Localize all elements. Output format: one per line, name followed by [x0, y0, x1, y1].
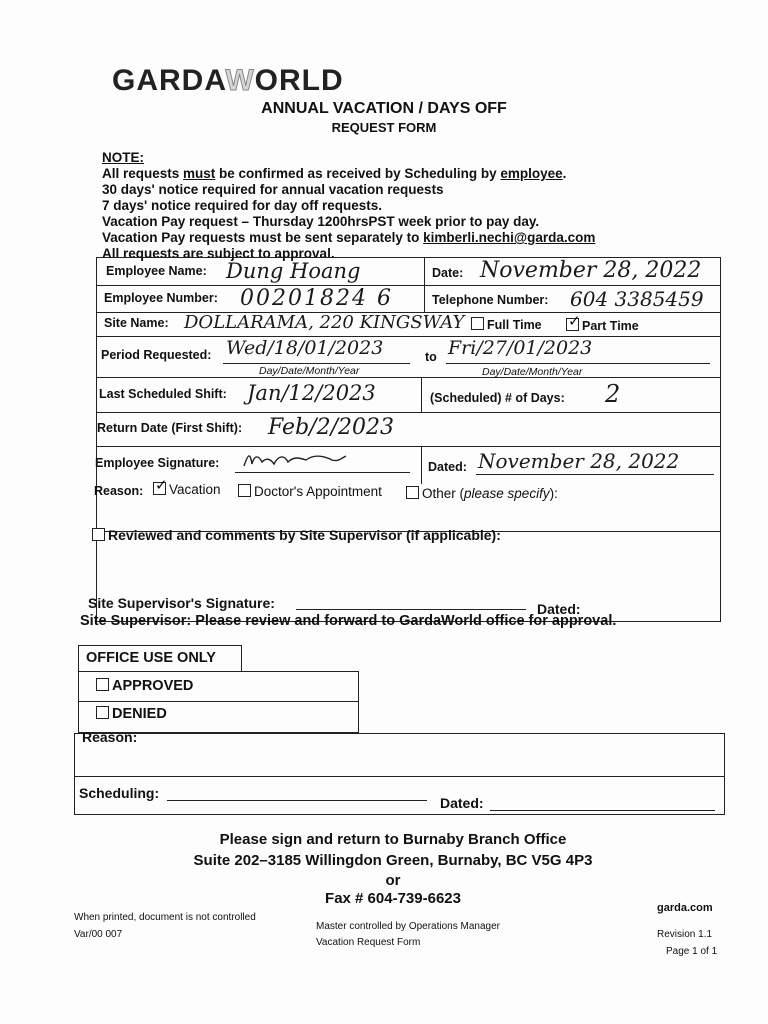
- office-use-heading: OFFICE USE ONLY: [86, 650, 216, 666]
- period-from-caption: Day/Date/Month/Year: [259, 365, 360, 377]
- num-days-value[interactable]: 2: [605, 380, 621, 408]
- form-subtitle: REQUEST FORM: [331, 120, 437, 135]
- footer-revision: Revision 1.1: [657, 929, 713, 940]
- reason-vacation-option[interactable]: ✓ Vacation: [153, 482, 221, 497]
- employee-signature[interactable]: [240, 448, 350, 472]
- footer-control-note: When printed, document is not controlled: [74, 912, 256, 923]
- footer-address: Suite 202–3185 Willingdon Green, Burnaby, BC V5G 4P3: [193, 852, 593, 869]
- garda-website[interactable]: garda.com: [657, 902, 713, 914]
- telephone-value[interactable]: 604 3385459: [570, 287, 704, 311]
- full-time-checkbox[interactable]: [471, 317, 484, 330]
- doctor-checkbox[interactable]: [238, 484, 251, 497]
- telephone-label: Telephone Number:: [432, 293, 549, 307]
- notes-heading: NOTE:: [102, 150, 144, 165]
- footer-master-controlled: Master controlled by Operations Manager: [316, 921, 500, 932]
- note-line-4: Vacation Pay request – Thursday 1200hrsPST week prior to pay day.: [102, 214, 540, 229]
- footer-fax: Fax # 604-739-6623: [325, 890, 461, 907]
- office-reason-label: Reason:: [82, 729, 138, 745]
- supervisor-signature-line[interactable]: [296, 609, 526, 610]
- note-line-3: 7 days' notice required for day off requests.: [102, 198, 383, 213]
- email-link[interactable]: kimberli.nechi@garda.com: [423, 230, 596, 245]
- note-line-1: All requests must be confirmed as received by Scheduling by employee.: [102, 166, 567, 181]
- reason-doctor-option[interactable]: Doctor's Appointment: [238, 484, 382, 499]
- employee-number-label: Employee Number:: [104, 291, 218, 305]
- return-date-label: Return Date (First Shift):: [97, 421, 243, 435]
- num-days-label: (Scheduled) # of Days:: [430, 391, 565, 405]
- employee-number-value[interactable]: 00201824 6: [240, 286, 393, 311]
- scheduling-label: Scheduling:: [79, 785, 160, 801]
- supervisor-dated-label: Dated:: [537, 601, 581, 617]
- vacation-checkbox[interactable]: [153, 482, 166, 495]
- office-reason-box: [74, 733, 725, 815]
- part-time-option[interactable]: ✓ Part Time: [566, 318, 639, 333]
- approved-checkbox[interactable]: [96, 678, 109, 691]
- footer-page: Page 1 of 1: [666, 946, 718, 957]
- employee-name-label: Employee Name:: [106, 264, 207, 278]
- period-to-value[interactable]: Fri/27/01/2023: [448, 337, 593, 359]
- approved-option[interactable]: APPROVED: [96, 678, 193, 694]
- date-value[interactable]: November 28, 2022: [480, 258, 702, 283]
- last-shift-value[interactable]: Jan/12/2023: [247, 381, 376, 405]
- gardaworld-logo: GARDAWORLD: [112, 64, 344, 97]
- notes-block: [102, 150, 595, 262]
- reason-label: Reason:: [94, 484, 144, 498]
- reviewed-option[interactable]: Reviewed and comments by Site Supervisor (if applicable):: [92, 527, 501, 543]
- period-label: Period Requested:: [101, 348, 212, 362]
- return-date-value[interactable]: Feb/2/2023: [268, 415, 394, 440]
- site-name-value[interactable]: DOLLARAMA, 220 KINGSWAY: [184, 312, 465, 333]
- employee-name-value[interactable]: Dung Hoang: [226, 259, 361, 283]
- denied-checkbox[interactable]: [96, 706, 109, 719]
- note-line-2: 30 days' notice required for annual vacation requests: [102, 182, 444, 197]
- last-shift-label: Last Scheduled Shift:: [99, 387, 227, 401]
- date-label: Date:: [432, 266, 464, 280]
- supervisor-signature-label: Site Supervisor's Signature:: [88, 595, 275, 611]
- site-name-label: Site Name:: [104, 316, 169, 330]
- full-time-option[interactable]: Full Time: [471, 317, 542, 332]
- dated-label: Dated:: [428, 460, 467, 474]
- note-line-6: All requests are subject to approval.: [102, 246, 335, 261]
- reason-other-option[interactable]: Other (please specify):: [406, 486, 558, 501]
- form-title: ANNUAL VACATION / DAYS OFF: [261, 100, 507, 117]
- other-checkbox[interactable]: [406, 486, 419, 499]
- signature-label: Employee Signature:: [95, 456, 220, 470]
- dated-value[interactable]: November 28, 2022: [478, 449, 680, 473]
- part-time-checkbox[interactable]: [566, 318, 579, 331]
- footer-version: Var/00 007: [74, 929, 123, 940]
- period-to-caption: Day/Date/Month/Year: [482, 366, 583, 378]
- period-from-value[interactable]: Wed/18/01/2023: [226, 337, 384, 359]
- period-to-word: to: [425, 350, 437, 364]
- footer-line-1: Please sign and return to Burnaby Branch Office: [219, 831, 567, 848]
- denied-option[interactable]: DENIED: [96, 706, 167, 722]
- footer-form-name: Vacation Request Form: [316, 937, 421, 948]
- note-line-5: Vacation Pay requests must be sent separately to kimberli.nechi@garda.com: [102, 230, 596, 245]
- reviewed-checkbox[interactable]: [92, 528, 105, 541]
- office-dated-label: Dated:: [440, 795, 484, 811]
- supervisor-note: Site Supervisor: Please review and forward to GardaWorld office for approval.: [80, 613, 617, 629]
- footer-or: or: [385, 872, 401, 889]
